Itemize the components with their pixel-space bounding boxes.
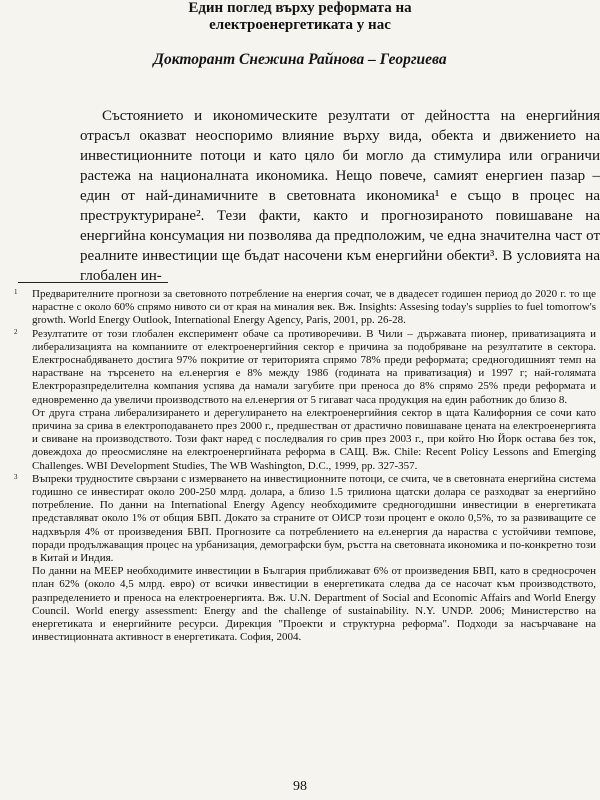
- footnote-text: От друга страна либерализирането и дерегулирането на електроенергийния сектор в щата Калифорния се сочи като причина за срива в електроподаването през 2000 г., предшестван от драстично повишаване цената на електроенергията и свиване на производството. Този факт наред с последвалия го срив през 2003 г., при който Ню Йорк остава без ток, довеждоха до преосмисляне на електроенергийната реформа в САЩ. Вж. Chile: Recent Policy Lessons and Emerging Challenges. WBI Development Studies, The WB Washington, D.C., 1999, pp. 327-357.: [32, 406, 596, 472]
- author-name: Докторант Снежина Райнова – Георгиева: [153, 51, 447, 68]
- footnote: [14, 473, 596, 565]
- body-paragraph: Състоянието и икономическите резултати от дейността на енергийния отрасъл оказват неоспоримо влияние върху вида, обекта и движението на инвестиционните потоци и като цяло би могло да стимулира или ограничи растежа на националната икономика. Нещо повече, самият енергиен пазар – един от най-динамичните в световната икономика¹ е също в процес на преструктуриране². Тези факти, както и прогнозираното повишаване на енергийна консумация ни позволява да предположим, че една значителна част от реалните инвестиции ще бъдат насочени към енергийни обекти³. В условията на глобален ин-: [80, 108, 600, 284]
- footnote-mark: 3: [14, 472, 18, 481]
- title-line-2: електроенергетиката у нас: [209, 17, 391, 33]
- footnote-continuation: [14, 407, 596, 473]
- article-title: [0, 0, 600, 34]
- footnote-text: Въпреки трудностите свързани с измерването на инвестиционните потоци, се счита, че в световната енергийна система годишно се инвестират около 200-250 млрд. долара, а близо 1.5 трилиона щатски долара се разходват за енергийно потребление. По данни на International Energy Agency необходимите средногодишни инвестиции в енергетиката представляват около 1% от общия БВП. Докато за страните от ОИСР този процент е около 0,5%, то за развиващите се надхвърля 4% от произведения БВП. Прогнозите са потреблението на ел.енергия да нараства с устойчиви темпове, поради продължаващия процес на урбанизация, демографски бум, ръстта на световната икономика и по-конкретно този в Китай и Индия.: [32, 472, 596, 565]
- footnote-mark: 2: [14, 327, 18, 336]
- footnote-text: Предварителните прогнози за световното потребление на енергия сочат, че в двадесет годишен период до 2020 г. то ще нарастне с около 60% спрямо нивото си от края на миналия век. Вж. Insights: Assesing today's supplies to fuel tomorrow's growth. World Energy Outlook, International Energy Agency, Paris, 2001, pp. 26-28.: [32, 288, 596, 327]
- footnote-text: Резултатите от този глобален експеримент обаче са противоречиви. В Чили – държавата пионер, приватизацията и либерализацията на компаниите от електроенергийния сектор е причина за подобряване на резултатите в сектора. Електроснабдяването достига 97% покритие от територията спрямо 78% преди реформата; средногодишният темп на нарастване на търсенето на ел.енергия е 8% между 1986 (годината на приватизация) и 1997 г; най-голямата Електроразпределителна компания успява да намали загубите при преноса до 8% спрямо 25% преди реформата и едновременно да увеличи производството на ел.енергия от 5 гигават часа продукция на един работник до близо 8.: [32, 327, 596, 406]
- title-line-1: Един поглед върху реформата на: [188, 0, 412, 16]
- footnote: [14, 328, 596, 407]
- footnotes: [14, 288, 596, 644]
- footnote-separator: [18, 282, 168, 283]
- footnote-continuation: [14, 565, 596, 644]
- footnote-text: По данни на МЕЕР необходимите инвестиции в България приближават 6% от произведения БВП, като в средносрочен план 62% (около 4,5 млрд. евро) от всички инвестиции в енергетиката следва да се насочат към производството, разпределението и преноса на електроенергията. Вж. U.N. Department of Social and Economic Affairs and World Energy Council. World energy assessment: Energy and the challenge of sustainability. N.Y. UNDP. 2006; Министерство на енергетиката и енергийните ресурси. Дирекция "Проекти и структурна реформа". Подходи за насърчаване на инвестиционната активност в енергетиката. София, 2004.: [32, 565, 596, 644]
- footnote-mark: 1: [14, 288, 18, 296]
- page-number: 98: [293, 779, 307, 794]
- footnote: [14, 288, 596, 328]
